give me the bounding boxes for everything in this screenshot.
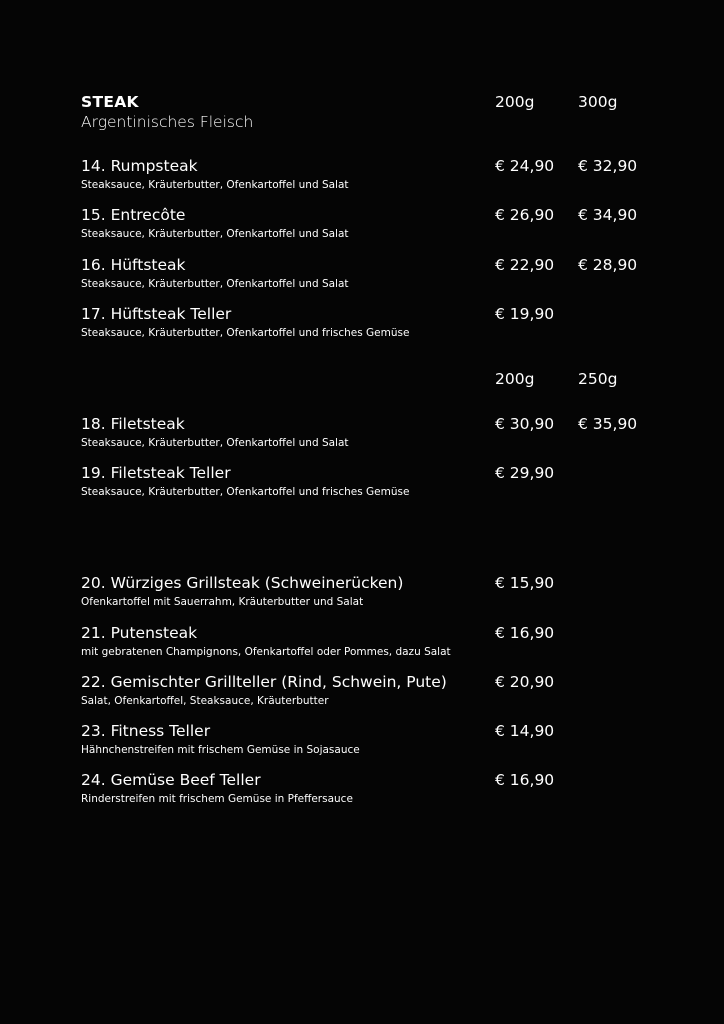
menu-item-name: 17. Hüftsteak Teller xyxy=(81,305,232,323)
menu-item-price: € 15,90 xyxy=(495,574,555,592)
menu-item-price-300g: € 32,90 xyxy=(578,157,638,175)
menu-item-price: € 20,90 xyxy=(495,673,555,691)
menu-item-description: Steaksauce, Kräuterbutter, Ofenkartoffel und Salat xyxy=(81,278,349,290)
column-header-2: 300g xyxy=(578,93,618,111)
menu-item-name: 23. Fitness Teller xyxy=(81,722,211,740)
menu-item-description: Rinderstreifen mit frischem Gemüse in Pfeffersauce xyxy=(81,793,353,805)
menu-item-name: 21. Putensteak xyxy=(81,624,198,642)
menu-item-price-300g: € 34,90 xyxy=(578,206,638,224)
section-title: STEAK xyxy=(81,93,139,111)
menu-item-price-300g: € 28,90 xyxy=(578,256,638,274)
menu-item-description: Steaksauce, Kräuterbutter, Ofenkartoffel und frisches Gemüse xyxy=(81,486,410,498)
menu-item-price-200g: € 22,90 xyxy=(495,256,555,274)
menu-item-name: 20. Würziges Grillsteak (Schweinerücken) xyxy=(81,574,404,592)
menu-item-description: Steaksauce, Kräuterbutter, Ofenkartoffel und Salat xyxy=(81,437,349,449)
menu-item-description: mit gebratenen Champignons, Ofenkartoffel oder Pommes, dazu Salat xyxy=(81,646,451,658)
menu-item-name: 22. Gemischter Grillteller (Rind, Schwein, Pute) xyxy=(81,673,447,691)
menu-item-name: 14. Rumpsteak xyxy=(81,157,198,175)
menu-item-description: Steaksauce, Kräuterbutter, Ofenkartoffel und frisches Gemüse xyxy=(81,327,410,339)
column-header-1: 200g xyxy=(495,370,535,388)
column-header-2: 250g xyxy=(578,370,618,388)
menu-item-price-200g: € 29,90 xyxy=(495,464,555,482)
menu-item-name: 19. Filetsteak Teller xyxy=(81,464,231,482)
menu-item-description: Hähnchenstreifen mit frischem Gemüse in Sojasauce xyxy=(81,744,360,756)
menu-item-name: 16. Hüftsteak xyxy=(81,256,186,274)
menu-item-price: € 16,90 xyxy=(495,624,555,642)
menu-item-name: 18. Filetsteak xyxy=(81,415,185,433)
menu-item-description: Ofenkartoffel mit Sauerrahm, Kräuterbutter und Salat xyxy=(81,596,364,608)
menu-item-name: 15. Entrecôte xyxy=(81,206,186,224)
menu-item-price: € 14,90 xyxy=(495,722,555,740)
menu-item-description: Steaksauce, Kräuterbutter, Ofenkartoffel und Salat xyxy=(81,179,349,191)
menu-item-description: Steaksauce, Kräuterbutter, Ofenkartoffel und Salat xyxy=(81,228,349,240)
menu-item-price: € 16,90 xyxy=(495,771,555,789)
column-header-1: 200g xyxy=(495,93,535,111)
menu-item-price-200g: € 24,90 xyxy=(495,157,555,175)
menu-item-description: Salat, Ofenkartoffel, Steaksauce, Kräuterbutter xyxy=(81,695,329,707)
menu-item-price-250g: € 35,90 xyxy=(578,415,638,433)
menu-item-name: 24. Gemüse Beef Teller xyxy=(81,771,261,789)
menu-item-price-200g: € 30,90 xyxy=(495,415,555,433)
section-subtitle: Argentinisches Fleisch xyxy=(81,113,254,131)
menu-item-price-200g: € 26,90 xyxy=(495,206,555,224)
menu-item-price-200g: € 19,90 xyxy=(495,305,555,323)
